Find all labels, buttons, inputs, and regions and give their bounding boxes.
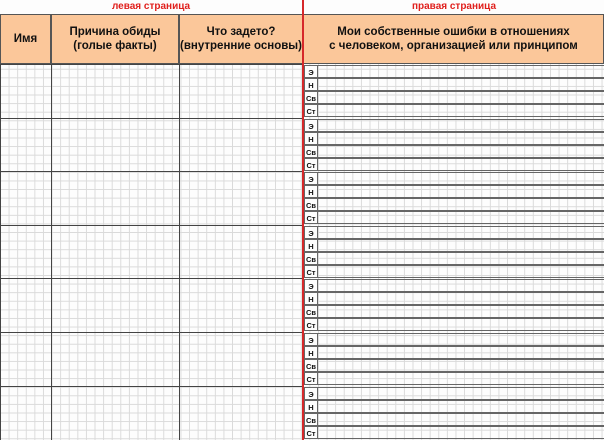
category-label: Ст: [304, 318, 318, 331]
mistake-entry-line[interactable]: [318, 78, 604, 91]
header-name: Имя: [0, 14, 51, 64]
category-label: Н: [304, 78, 318, 91]
category-label: Э: [304, 279, 318, 292]
category-label: Э: [304, 65, 318, 78]
column-border-left: [0, 64, 1, 440]
column-border-cause: [179, 64, 180, 440]
mistake-entry-line[interactable]: [318, 104, 604, 117]
category-label: Н: [304, 346, 318, 359]
mistake-entry-line[interactable]: [318, 226, 604, 239]
category-label: Св: [304, 91, 318, 104]
page-divider: [302, 0, 304, 440]
category-label: Св: [304, 252, 318, 265]
mistake-entry-line[interactable]: [318, 265, 604, 278]
category-label: Э: [304, 119, 318, 132]
row-border: [0, 171, 302, 172]
mistake-entry-line[interactable]: [318, 292, 604, 305]
column-border-name: [51, 64, 52, 440]
category-label: Ст: [304, 426, 318, 439]
mistake-entry-line[interactable]: [318, 318, 604, 331]
mistake-entry-line[interactable]: [318, 119, 604, 132]
row-border: [0, 225, 302, 226]
category-label: Св: [304, 413, 318, 426]
mistake-entry-line[interactable]: [318, 91, 604, 104]
category-label: Э: [304, 387, 318, 400]
category-label: Н: [304, 292, 318, 305]
category-label: Э: [304, 172, 318, 185]
category-label: Н: [304, 132, 318, 145]
category-label: Ст: [304, 104, 318, 117]
left-page-label: левая страница: [0, 0, 302, 14]
mistake-entry-line[interactable]: [318, 359, 604, 372]
row-border: [0, 386, 302, 387]
mistake-entry-line[interactable]: [318, 413, 604, 426]
category-label: Св: [304, 145, 318, 158]
mistake-entry-line[interactable]: [318, 158, 604, 171]
category-label: Св: [304, 305, 318, 318]
category-label: Н: [304, 239, 318, 252]
category-label: Э: [304, 226, 318, 239]
mistake-entry-line[interactable]: [318, 346, 604, 359]
row-border: [0, 332, 302, 333]
category-label: Ст: [304, 211, 318, 224]
mistake-entry-line[interactable]: [318, 252, 604, 265]
mistake-entry-line[interactable]: [318, 333, 604, 346]
category-label: Св: [304, 359, 318, 372]
category-label: Н: [304, 400, 318, 413]
category-label: Ст: [304, 158, 318, 171]
mistake-entry-line[interactable]: [318, 372, 604, 385]
mistake-entry-line[interactable]: [318, 132, 604, 145]
category-label: Св: [304, 198, 318, 211]
header-cause: Причина обиды (голые факты): [51, 14, 179, 64]
row-border: [0, 278, 302, 279]
mistake-entry-line[interactable]: [318, 145, 604, 158]
mistake-entry-line[interactable]: [318, 279, 604, 292]
mistake-entry-line[interactable]: [318, 185, 604, 198]
mistake-entry-line[interactable]: [318, 65, 604, 78]
header-hurt: Что задето? (внутренние основы): [179, 14, 303, 64]
row-border: [0, 118, 302, 119]
header-mistakes: Мои собственные ошибки в отношениях с человеком, организацией или принципом: [303, 14, 604, 64]
row-border: [0, 64, 302, 65]
mistake-entry-line[interactable]: [318, 172, 604, 185]
mistake-entry-line[interactable]: [318, 305, 604, 318]
mistake-entry-line[interactable]: [318, 198, 604, 211]
mistake-entry-line[interactable]: [318, 400, 604, 413]
category-label: Э: [304, 333, 318, 346]
mistake-entry-line[interactable]: [318, 239, 604, 252]
mistake-entry-line[interactable]: [318, 211, 604, 224]
category-label: Ст: [304, 372, 318, 385]
category-label: Ст: [304, 265, 318, 278]
category-label: Н: [304, 185, 318, 198]
right-page-label: правая страница: [304, 0, 604, 14]
mistake-entry-line[interactable]: [318, 426, 604, 439]
mistake-entry-line[interactable]: [318, 387, 604, 400]
